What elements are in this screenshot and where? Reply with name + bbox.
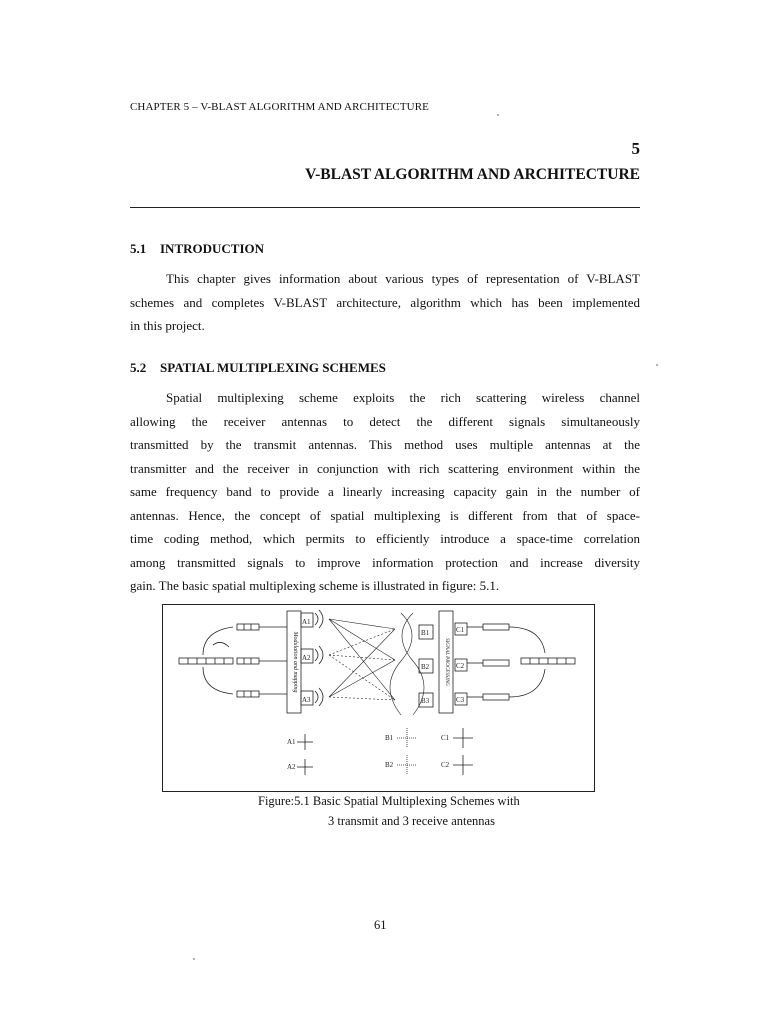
signal-processing-label: SIGNAL PROCESSING (444, 638, 449, 686)
tx-substream-2 (237, 658, 287, 664)
tx-substream-1 (237, 624, 287, 630)
svg-text:A2: A2 (287, 763, 296, 771)
demux-arc-mid (213, 642, 229, 647)
svg-text:A2: A2 (302, 654, 311, 662)
paragraph-line: Spatial multiplexing scheme exploits the rich scattering wireless channel (166, 390, 640, 405)
svg-text:B2: B2 (421, 663, 430, 671)
rx-antenna-b1 (419, 625, 433, 639)
scan-speck (656, 364, 658, 366)
paragraph-line: in this project. (130, 318, 205, 333)
scan-speck (497, 114, 499, 116)
channel-paths (329, 613, 424, 715)
tx-antenna-a1 (301, 610, 323, 628)
constellation-b2 (385, 755, 417, 775)
svg-text:C2: C2 (441, 761, 450, 769)
chapter-title: V-BLAST ALGORITHM AND ARCHITECTURE (305, 166, 640, 183)
svg-text:B3: B3 (421, 697, 430, 705)
constellation-c2 (441, 755, 473, 775)
svg-text:B1: B1 (385, 734, 394, 742)
svg-text:C3: C3 (456, 696, 465, 704)
spatial-multiplexing-paragraph (130, 386, 640, 598)
svg-text:B1: B1 (421, 629, 430, 637)
constellation-b1 (385, 728, 417, 748)
svg-text:A1: A1 (302, 618, 311, 626)
section-heading-introduction (130, 241, 264, 257)
figure-spatial-multiplexing (162, 604, 595, 792)
tx-antenna-a3 (301, 688, 323, 706)
paragraph-line: schemes and completes V-BLAST architecture, algorithm which has been implemented (130, 294, 640, 310)
svg-text:A1: A1 (287, 738, 296, 746)
mux-arc-bottom (509, 669, 545, 697)
constellation-a2 (287, 759, 313, 775)
paragraph-line: transmitter and the receiver in conjunction with rich scattering environment within the (130, 460, 640, 476)
constellation-a1 (287, 734, 313, 750)
running-head: CHAPTER 5 – V-BLAST ALGORITHM AND ARCHITECTURE (130, 101, 429, 113)
paragraph-line: This chapter gives information about various types of representation of V-BLAST (166, 271, 640, 286)
section-title: INTRODUCTION (160, 241, 265, 256)
mimo-diagram (163, 605, 594, 791)
svg-text:B2: B2 (385, 761, 394, 769)
chapter-number: 5 (631, 139, 640, 158)
paragraph-line: among transmitted signals to improve information protection and increase diversity (130, 554, 640, 570)
tx-antenna-a2 (301, 646, 323, 664)
title-rule (130, 207, 640, 208)
section-number: 5.1 (130, 241, 147, 256)
paragraph-line: antennas. Hence, the concept of spatial multiplexing is different from that of space- (130, 507, 640, 523)
constellation-c1 (441, 728, 473, 748)
scan-speck (193, 958, 195, 960)
modulation-block-label: Modulation and mapping (292, 631, 298, 693)
section-title: SPATIAL MULTIPLEXING SCHEMES (160, 360, 386, 375)
figure-caption-line-1: Figure:5.1 Basic Spatial Multiplexing Schemes with (258, 794, 520, 808)
introduction-paragraph (130, 267, 640, 338)
output-c1 (455, 623, 509, 635)
page-number: 61 (374, 918, 387, 932)
paragraph-line: transmitted by the transmit antennas. This method uses multiple antennas at the (130, 437, 640, 452)
output-bitstream (521, 658, 575, 664)
demux-arc-top (203, 627, 233, 655)
tx-substream-3 (237, 691, 287, 697)
svg-text:A3: A3 (302, 696, 311, 704)
paragraph-line: gain. The basic spatial multiplexing scheme is illustrated in figure: 5.1. (130, 578, 500, 593)
output-c3 (455, 693, 509, 705)
svg-text:C1: C1 (456, 626, 465, 634)
section-heading-spatial-multiplexing (130, 360, 386, 376)
paragraph-line: allowing the receiver antennas to detect the different signals simultaneously (130, 413, 640, 429)
paragraph-line: time coding method, which permits to efficiently introduce a space-time correlation (130, 531, 640, 546)
mux-arc-top (509, 627, 545, 653)
demux-arc-bottom (203, 667, 233, 694)
svg-text:C1: C1 (441, 734, 450, 742)
rx-antenna-b2 (419, 659, 433, 673)
figure-caption-line-2: 3 transmit and 3 receive antennas (328, 814, 495, 828)
section-number: 5.2 (130, 360, 147, 375)
input-bitstream (179, 658, 233, 664)
paragraph-line: same frequency band to provide a linearly increasing capacity gain in the number of (130, 484, 640, 499)
svg-text:C2: C2 (456, 662, 465, 670)
output-c2 (455, 659, 509, 671)
rx-antenna-b3 (419, 693, 433, 707)
